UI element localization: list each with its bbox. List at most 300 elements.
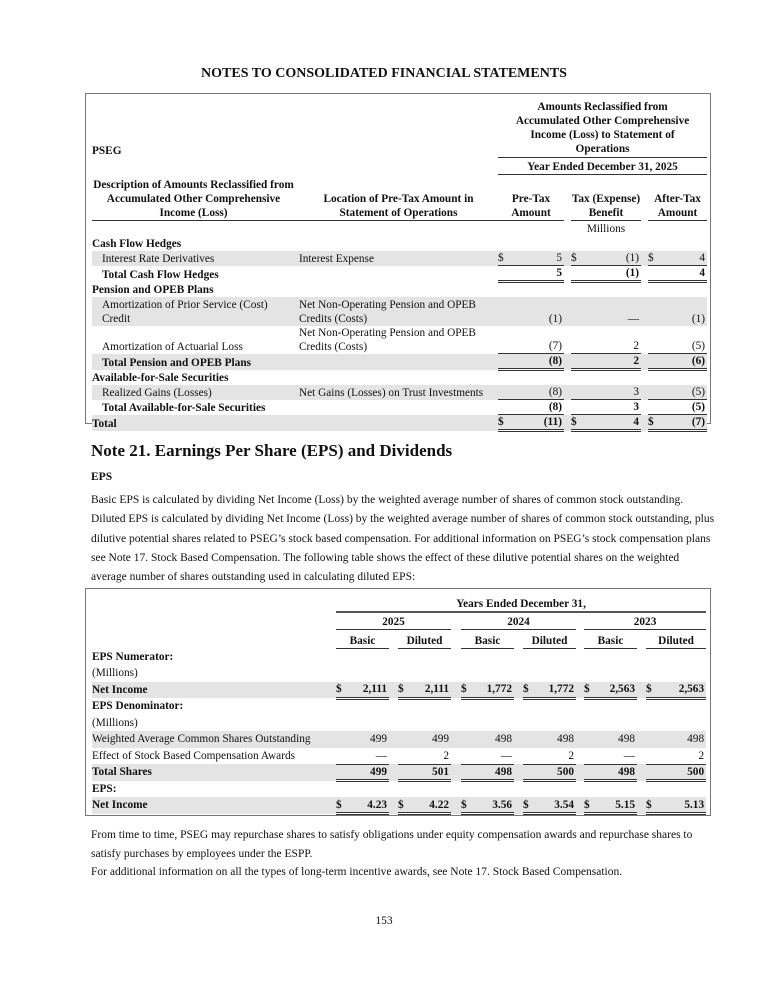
value-cell [646, 731, 706, 748]
value-cell [646, 797, 706, 814]
empty-cell [576, 698, 584, 715]
repurchase-paragraph: From time to time, PSEG may repurchase shares to satisfy obligations under equity compensation awards and repurchase shares to satisfy purchases by employees under the ESPP. [91, 829, 693, 861]
empty-cell [648, 236, 707, 251]
value-cell [498, 266, 564, 282]
cell-value: 2,563 [609, 683, 635, 695]
value-cell [648, 354, 707, 370]
value-cell [523, 748, 576, 765]
value-cell [461, 764, 514, 781]
aoci-reclassification-table [92, 100, 707, 432]
cell-value: 5 [556, 252, 562, 264]
currency-symbol: $ [523, 798, 529, 811]
page-number: 153 [375, 915, 393, 927]
section-row [92, 370, 707, 385]
value-cell [498, 251, 564, 266]
cell-value: (8) [548, 401, 562, 413]
column-gap [514, 731, 523, 748]
row-label: (Millions) [92, 667, 138, 680]
currency-symbol: $ [584, 683, 590, 695]
value-cell [461, 731, 514, 748]
table-row [92, 354, 707, 370]
row-label: Weighted Average Common Shares Outstanding [92, 731, 336, 748]
subcolumn-header: Diluted [398, 630, 451, 649]
empty-cell [641, 282, 648, 297]
empty-cell [571, 236, 641, 251]
table-row [92, 682, 706, 699]
empty-cell [641, 236, 648, 251]
empty-cell [451, 649, 461, 666]
empty-cell [523, 649, 576, 666]
eps-table [92, 595, 706, 815]
row-location [295, 266, 498, 282]
cell-value: 500 [557, 765, 574, 778]
cell-value: — [623, 749, 635, 762]
cell-value: (6) [691, 355, 706, 367]
currency-symbol: $ [523, 683, 529, 695]
empty-cell [523, 665, 576, 682]
cell-value: 2 [698, 749, 705, 762]
section-row [92, 698, 706, 715]
col-tax: Tax (Expense) Benefit [571, 175, 641, 221]
currency-symbol: $ [398, 798, 404, 811]
empty-cell [461, 781, 514, 798]
cell-value: 2 [443, 749, 449, 762]
empty-cell [641, 370, 648, 385]
row-location [295, 354, 498, 370]
column-gap [389, 682, 398, 699]
column-gap [564, 266, 571, 282]
value-cell [584, 797, 637, 814]
cell-value: (8) [548, 355, 562, 367]
empty-cell [389, 698, 398, 715]
empty-cell [637, 649, 646, 666]
column-gap [641, 251, 648, 266]
empty-cell [584, 649, 637, 666]
value-cell [584, 764, 637, 781]
value-cell [523, 682, 576, 699]
empty-cell [336, 665, 389, 682]
table-row [92, 385, 707, 400]
currency-symbol: $ [571, 416, 577, 428]
column-gap [389, 630, 398, 649]
value-cell [398, 764, 451, 781]
empty-cell [389, 649, 398, 666]
value-cell [648, 400, 707, 415]
empty-cell [571, 370, 641, 385]
row-label: Net Income [92, 797, 336, 814]
column-gap [564, 297, 571, 326]
empty-cell [336, 715, 389, 732]
empty-cell [523, 781, 576, 798]
row-label: EPS Numerator: [92, 650, 174, 663]
row-label: (Millions) [92, 716, 138, 729]
empty-cell [571, 282, 641, 297]
row-label: Total Pension and OPEB Plans [92, 354, 295, 370]
value-cell [498, 297, 564, 326]
column-gap [637, 764, 646, 781]
cell-value: 498 [687, 733, 705, 746]
entity-label: PSEG [92, 144, 122, 157]
value-cell [498, 354, 564, 370]
empty-cell [498, 236, 564, 251]
value-cell [498, 400, 564, 415]
row-location: Interest Expense [295, 251, 498, 266]
empty-cell [451, 698, 461, 715]
row-label: Total Available-for-Sale Securities [102, 401, 266, 414]
cell-value: 4.22 [429, 798, 449, 811]
empty-cell [576, 781, 584, 798]
column-gap [576, 797, 584, 814]
incentive-awards-paragraph: For additional information on all the types of long-term incentive awards, see Note 17. Stock Based Compensation. [91, 866, 623, 878]
subcolumn-header: Basic [461, 630, 514, 649]
value-cell [336, 797, 389, 814]
row-location: Net Non-Operating Pension and OPEB Credits (Costs) [299, 326, 476, 353]
value-cell [523, 764, 576, 781]
value-cell [398, 797, 451, 814]
empty-cell [336, 781, 389, 798]
value-cell [584, 748, 637, 765]
subcolumn-header: Diluted [523, 630, 576, 649]
value-cell [523, 731, 576, 748]
cell-value: (11) [543, 416, 562, 428]
cell-value: 4.23 [367, 798, 387, 811]
empty-cell [451, 715, 461, 732]
empty-cell [398, 698, 451, 715]
row-location [295, 236, 498, 251]
units-label: Millions [586, 222, 626, 235]
cell-value: 499 [432, 733, 449, 746]
column-gap [451, 630, 461, 649]
row-location [295, 282, 498, 297]
currency-symbol: $ [571, 252, 577, 264]
empty-cell [498, 370, 564, 385]
section-row [92, 236, 707, 251]
eps-table-box [85, 588, 711, 816]
cell-value: 3.54 [554, 798, 574, 811]
row-label: Pension and OPEB Plans [92, 283, 214, 296]
cell-value: (7) [691, 416, 706, 428]
column-gap [389, 731, 398, 748]
cell-value: 5 [556, 267, 562, 279]
column-gap [451, 797, 461, 814]
empty-cell [564, 370, 571, 385]
row-location: Net Non-Operating Pension and OPEB Credits (Costs) [295, 297, 498, 326]
empty-cell [389, 715, 398, 732]
row-label: Net Income [92, 682, 336, 699]
subcolumn-header: Basic [336, 630, 389, 649]
value-cell [498, 415, 564, 431]
cell-value: — [500, 749, 512, 762]
value-cell [498, 326, 564, 354]
value-cell [571, 400, 641, 415]
empty-cell [637, 781, 646, 798]
empty-cell [514, 665, 523, 682]
row-label: Available-for-Sale Securities [92, 371, 229, 384]
empty-cell [637, 665, 646, 682]
section-row [92, 282, 707, 297]
currency-symbol: $ [398, 683, 404, 695]
currency-symbol: $ [461, 798, 467, 811]
value-cell [584, 682, 637, 699]
empty-cell [514, 715, 523, 732]
empty-cell [564, 236, 571, 251]
empty-cell [398, 781, 451, 798]
empty-cell [398, 715, 451, 732]
empty-cell [648, 282, 707, 297]
empty-cell [336, 649, 389, 666]
table-row [92, 297, 707, 326]
column-gap [451, 682, 461, 699]
empty-cell [514, 781, 523, 798]
value-cell [646, 748, 706, 765]
value-cell [461, 682, 514, 699]
cell-value: 2 [633, 355, 639, 367]
empty-cell [646, 781, 706, 798]
row-label: Effect of Stock Based Compensation Awards [92, 749, 296, 762]
cell-value: 1,772 [486, 683, 512, 695]
value-cell [498, 385, 564, 400]
empty-cell [576, 649, 584, 666]
currency-symbol: $ [648, 252, 654, 264]
value-cell [584, 731, 637, 748]
cell-value: 2,111 [362, 683, 387, 695]
empty-cell [584, 665, 637, 682]
value-cell [461, 797, 514, 814]
value-cell [398, 682, 451, 699]
table-row [92, 251, 707, 266]
value-cell [571, 354, 641, 370]
empty-cell [514, 649, 523, 666]
value-cell [648, 415, 707, 431]
column-gap [389, 748, 398, 765]
row-label: Realized Gains (Losses) [92, 385, 295, 400]
empty-cell [451, 665, 461, 682]
cell-value: (1) [625, 252, 639, 264]
column-gap [576, 630, 584, 649]
column-gap [564, 385, 571, 400]
cell-value: 499 [370, 733, 387, 746]
value-cell [461, 748, 514, 765]
row-label: Cash Flow Hedges [92, 237, 182, 250]
cell-value: 3.56 [492, 798, 512, 811]
column-gap [389, 764, 398, 781]
value-cell [336, 748, 389, 765]
note-title: Note 21. Earnings Per Share (EPS) and Dividends [91, 441, 453, 460]
section-row [92, 781, 706, 798]
cell-value: 501 [432, 765, 449, 778]
column-gap [637, 682, 646, 699]
column-gap [564, 400, 571, 415]
cell-value: (5) [691, 386, 706, 398]
empty-cell [648, 370, 707, 385]
column-gap [451, 748, 461, 765]
col-aftertax: After-Tax Amount [648, 175, 707, 221]
column-gap [514, 630, 523, 649]
cell-value: 2 [633, 340, 639, 352]
section-row [92, 665, 706, 682]
column-gap [641, 297, 648, 326]
empty-cell [637, 698, 646, 715]
cell-value: 499 [370, 765, 387, 778]
column-gap [389, 797, 398, 814]
table-row [92, 266, 707, 282]
currency-symbol: $ [461, 683, 467, 695]
column-gap [564, 251, 571, 266]
table-row [92, 731, 706, 748]
col-location: Location of Pre-Tax Amount in Statement of Operations [295, 175, 498, 221]
value-cell [571, 326, 641, 354]
column-gap [451, 764, 461, 781]
aoci-reclassification-table-box [85, 93, 711, 430]
row-label: Amortization of Actuarial Loss [102, 340, 243, 353]
cell-value: (5) [691, 401, 706, 413]
empty-cell [646, 715, 706, 732]
row-location [295, 370, 498, 385]
column-gap [637, 797, 646, 814]
currency-symbol: $ [336, 798, 342, 811]
empty-cell [584, 781, 637, 798]
empty-cell [398, 649, 451, 666]
currency-symbol: $ [646, 683, 652, 695]
cell-value: (1) [691, 312, 706, 325]
cell-value: 2 [568, 749, 574, 762]
column-gap [641, 354, 648, 370]
cell-value: 2,111 [424, 683, 449, 695]
column-gap [576, 731, 584, 748]
row-location [295, 400, 498, 415]
column-gap [564, 326, 571, 354]
value-cell [648, 385, 707, 400]
empty-cell [336, 698, 389, 715]
table-row [92, 764, 706, 781]
column-gap [637, 731, 646, 748]
value-cell [648, 266, 707, 282]
value-cell [648, 251, 707, 266]
cell-value: 5.13 [684, 798, 705, 811]
section-row [92, 649, 706, 666]
value-cell [336, 764, 389, 781]
cell-value: 4 [633, 416, 639, 428]
row-label: EPS Denominator: [92, 700, 184, 713]
value-cell [398, 731, 451, 748]
row-label: EPS: [92, 782, 117, 795]
row-label: Total Cash Flow Hedges [102, 268, 219, 281]
cell-value: 2,563 [678, 683, 705, 695]
row-location [295, 415, 498, 431]
empty-cell [461, 698, 514, 715]
empty-cell [461, 665, 514, 682]
value-cell [523, 797, 576, 814]
empty-cell [646, 649, 706, 666]
currency-symbol: $ [498, 252, 504, 264]
column-gap [576, 764, 584, 781]
row-location: Net Gains (Losses) on Trust Investments [295, 385, 498, 400]
eps-subheading: EPS [91, 471, 113, 483]
cell-value: (7) [548, 340, 562, 352]
row-label: Total [92, 415, 295, 431]
cell-value: 1,772 [548, 683, 574, 695]
currency-symbol: $ [646, 798, 652, 811]
currency-symbol: $ [584, 798, 590, 811]
cell-value: 498 [495, 733, 512, 746]
value-cell [571, 415, 641, 431]
value-cell [648, 297, 707, 326]
year-header: 2023 [584, 612, 706, 630]
column-gap [576, 748, 584, 765]
subcolumn-header: Basic [584, 630, 637, 649]
column-gap [576, 682, 584, 699]
currency-symbol: $ [648, 416, 654, 428]
empty-cell [389, 781, 398, 798]
page-header: NOTES TO CONSOLIDATED FINANCIAL STATEMENTS [201, 66, 567, 81]
period-header: Year Ended December 31, 2025 [498, 158, 707, 175]
value-cell [646, 764, 706, 781]
cell-value: 5.15 [615, 798, 635, 811]
column-gap [514, 764, 523, 781]
column-gap [451, 731, 461, 748]
table-row [92, 326, 707, 354]
value-cell [336, 731, 389, 748]
column-gap [641, 326, 648, 354]
cell-value: 498 [557, 733, 574, 746]
table-row [92, 400, 707, 415]
empty-cell [564, 282, 571, 297]
value-cell [571, 266, 641, 282]
value-cell [646, 682, 706, 699]
col-pretax: Pre-Tax Amount [498, 175, 564, 221]
column-gap [514, 797, 523, 814]
value-cell [336, 682, 389, 699]
cell-value: 500 [687, 765, 705, 778]
empty-cell [584, 698, 637, 715]
cell-value: 498 [618, 765, 635, 778]
empty-cell [523, 715, 576, 732]
column-gap [514, 682, 523, 699]
cell-value: — [627, 312, 639, 325]
value-cell [571, 385, 641, 400]
value-cell [398, 748, 451, 765]
eps-paragraph: Basic EPS is calculated by dividing Net Income (Loss) by the weighted average number of shares of common stock outstanding. Diluted EPS is calculated by dividing Net Income (Loss) by the weighted average number of shares of common stock outstanding, plus dilutive potential shares related to PSEG’s stock based compensation. For additional information on PSEG’s stock compensation plans see Note 17. Stock Based Compensation. The following table shows the effect of these dilutive potential shares on the weighted average number of shares outstanding used in calculating diluted EPS: [91, 494, 715, 584]
cell-value: 4 [699, 267, 706, 279]
currency-symbol: $ [336, 683, 342, 695]
column-gap [564, 415, 571, 431]
column-gap [641, 266, 648, 282]
empty-cell [398, 665, 451, 682]
cell-value: (5) [691, 340, 706, 352]
currency-symbol: $ [498, 416, 504, 428]
value-cell [571, 297, 641, 326]
empty-cell [514, 698, 523, 715]
empty-cell [461, 649, 514, 666]
value-cell [648, 326, 707, 354]
cell-value: (8) [548, 386, 562, 398]
value-cell [571, 251, 641, 266]
empty-cell [646, 665, 706, 682]
cell-value: (1) [625, 267, 639, 279]
empty-cell [498, 282, 564, 297]
year-header: 2024 [461, 612, 576, 630]
empty-cell [461, 715, 514, 732]
empty-cell [584, 715, 637, 732]
cell-value: — [375, 749, 387, 762]
column-gap [641, 400, 648, 415]
subcolumn-header: Diluted [646, 630, 706, 649]
eps-period-header: Years Ended December 31, [336, 595, 706, 612]
table-row [92, 415, 707, 431]
row-label: Interest Rate Derivatives [92, 251, 295, 266]
column-gap [641, 385, 648, 400]
row-label: Amortization of Prior Service (Cost) Credit [92, 297, 295, 326]
